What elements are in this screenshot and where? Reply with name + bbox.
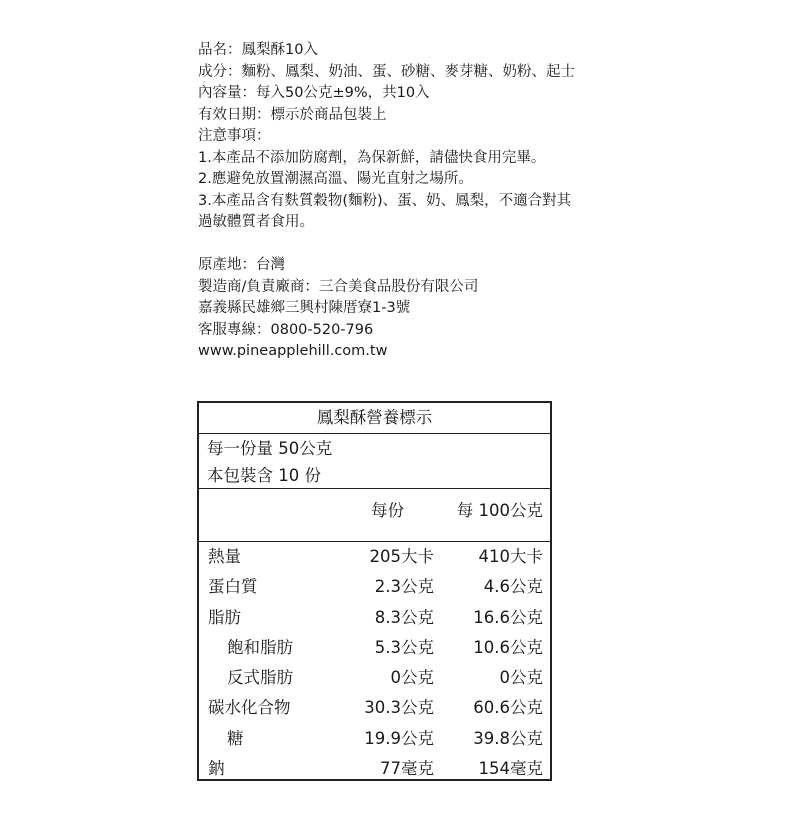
per-serving-value: 205大卡 <box>369 547 434 566</box>
nutrition-facts-panel <box>197 401 552 781</box>
per-serving-value: 2.3公克 <box>374 577 434 597</box>
nutrient-row <box>199 603 550 633</box>
nutrient-row <box>199 724 550 754</box>
per-100g-header: 每 100公克 <box>456 501 543 520</box>
address-line: 嘉義縣民雄鄉三興村陳厝寮1-3號 <box>198 300 411 316</box>
servings-per-package: 本包裝含 10 份 <box>207 466 321 485</box>
per-100g-value: 154毫克 <box>478 759 543 779</box>
per-100g-value: 10.6公克 <box>473 637 543 657</box>
per-serving-value: 8.3公克 <box>374 607 434 627</box>
per-serving-value: 30.3公克 <box>364 698 434 718</box>
note-1: 1.本產品不添加防腐劑，為保新鮮，請儘快食用完畢。 <box>198 149 546 166</box>
website-line: www.pineapplehill.com.tw <box>198 343 388 359</box>
nutrient-name: 碳水化合物 <box>208 698 291 718</box>
nutrient-name: 熱量 <box>208 547 241 566</box>
nutrient-row <box>199 572 550 602</box>
ingredients-line: 成分：麵粉、鳳梨、奶油、蛋、砂糖、麥芽糖、奶粉、起士 <box>198 63 575 80</box>
nutrient-name: 鈉 <box>208 759 225 779</box>
note-3: 3.本產品含有麩質穀物(麵粉)、蛋、奶、鳳梨，不適合對其 <box>198 192 572 209</box>
per-serving-header: 每份 <box>371 501 404 520</box>
note-2: 2.應避免放置潮濕高溫、陽光直射之場所。 <box>198 171 473 187</box>
net-content-line: 內容量：每入50公克±9%，共10入 <box>198 85 430 101</box>
expiry-line: 有效日期：標示於商品包裝上 <box>198 106 387 123</box>
nutrition-title: 鳳梨酥營養標示 <box>199 403 550 434</box>
per-100g-value: 4.6公克 <box>483 577 543 597</box>
product-name-line: 品名：鳳梨酥10入 <box>198 42 318 58</box>
per-serving-value: 0公克 <box>390 668 434 688</box>
column-header-row <box>199 489 550 542</box>
nutrient-row <box>199 663 550 693</box>
hotline-line: 客服專線：0800-520-796 <box>198 321 374 338</box>
per-serving-value: 77毫克 <box>380 759 434 779</box>
origin-line: 原產地：台灣 <box>198 257 285 273</box>
per-100g-value: 410大卡 <box>478 547 543 566</box>
serving-size: 每一份量 50公克 <box>207 439 333 458</box>
notes-heading: 注意事項： <box>198 128 271 144</box>
serving-info <box>199 434 550 489</box>
nutrient-row <box>199 693 550 723</box>
nutrient-name: 脂肪 <box>208 607 241 627</box>
nutrient-name: 糖 <box>227 728 244 748</box>
per-100g-value: 0公克 <box>499 668 543 688</box>
note-3-cont: 過敏體質者食用。 <box>198 214 314 230</box>
per-100g-value: 16.6公克 <box>473 607 543 627</box>
per-100g-value: 39.8公克 <box>473 728 543 748</box>
nutrient-name: 蛋白質 <box>208 577 258 597</box>
product-info <box>198 40 718 363</box>
per-serving-value: 19.9公克 <box>364 728 434 748</box>
manufacturer-line: 製造商/負責廠商：三合美食品股份有限公司 <box>198 278 479 295</box>
per-serving-value: 5.3公克 <box>374 637 434 657</box>
nutrient-rows <box>199 542 550 784</box>
per-100g-value: 60.6公克 <box>473 698 543 718</box>
nutrient-row <box>199 754 550 784</box>
nutrient-row <box>199 542 550 572</box>
nutrient-row <box>199 633 550 663</box>
nutrient-name: 反式脂肪 <box>227 668 293 688</box>
nutrient-name: 飽和脂肪 <box>227 637 293 657</box>
